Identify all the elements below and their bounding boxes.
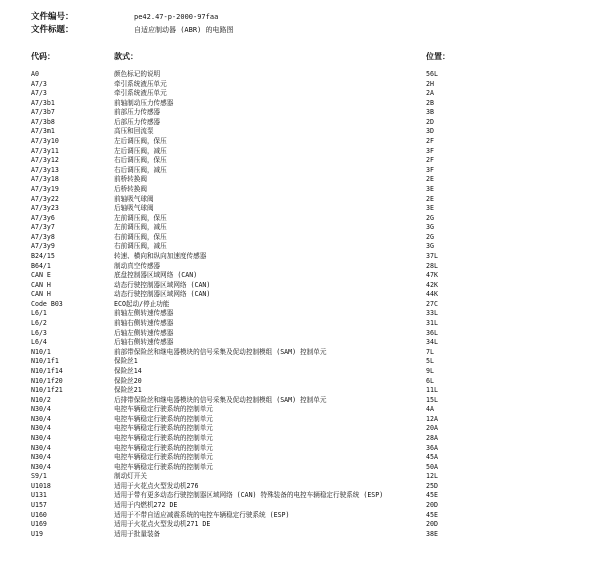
row-code: A7/3b1: [31, 98, 55, 107]
row-code: A7/3y10: [31, 137, 59, 146]
table-row: [31, 424, 591, 434]
table-row: [31, 415, 591, 425]
row-position: 33L: [426, 309, 438, 318]
table-row: [31, 214, 591, 224]
row-text: 电控车辆稳定行驶系统的控制单元: [114, 433, 213, 442]
row-text: 后轴吸气球阀: [114, 204, 154, 213]
row-text: 前轴制动压力传感器: [114, 98, 174, 107]
table-row: [31, 99, 591, 109]
table-row: [31, 290, 591, 300]
table-row: [31, 262, 591, 272]
row-code: A7/3y9: [31, 242, 55, 251]
row-code: N30/4: [31, 453, 51, 462]
row-code: A7/3b8: [31, 117, 55, 126]
row-text: 保险丝20: [114, 376, 142, 385]
row-position: 2E: [426, 194, 434, 203]
table-row: [31, 156, 591, 166]
table-row: [31, 80, 591, 90]
row-code: A7/3y8: [31, 232, 55, 241]
table-row: [31, 319, 591, 329]
row-text: 左前调压阀，保压: [114, 213, 167, 222]
row-code: A7/3y19: [31, 184, 59, 193]
row-position: 47K: [426, 271, 438, 280]
row-position: 2H: [426, 79, 434, 88]
row-code: N30/4: [31, 462, 51, 471]
doc-number-label: 文件编号：: [31, 12, 74, 22]
table-row: [31, 204, 591, 214]
row-text: 颜色标记的说明: [114, 70, 161, 78]
row-position: 2D: [426, 117, 434, 126]
row-position: 27C: [426, 299, 438, 308]
row-position: 7L: [426, 347, 434, 356]
row-text: 后部压力传感器: [114, 117, 161, 126]
row-code: A7/3y12: [31, 156, 59, 165]
row-code: A7/3: [31, 89, 47, 98]
row-code: L6/1: [31, 309, 47, 318]
row-position: 31L: [426, 319, 438, 328]
row-position: 11L: [426, 386, 438, 395]
row-text: 适用于内燃机272 DE: [114, 501, 178, 510]
row-code: N30/4: [31, 405, 51, 414]
doc-title-row: [31, 24, 591, 37]
row-code: L6/4: [31, 338, 47, 347]
row-position: 50A: [426, 462, 438, 471]
row-text: 后轴右侧转速传感器: [114, 338, 174, 347]
row-position: 20D: [426, 501, 438, 510]
row-code: A7/3m1: [31, 127, 55, 136]
row-text: 保险丝1: [114, 357, 138, 366]
table-row: [31, 453, 591, 463]
row-text: 左后调压阀，保压: [114, 137, 167, 146]
row-text: 制动灯开关: [114, 472, 147, 481]
row-code: L6/2: [31, 319, 47, 328]
row-text: 前部压力传感器: [114, 108, 161, 117]
component-table: [31, 50, 591, 539]
table-row: [31, 386, 591, 396]
row-position: 28L: [426, 261, 438, 270]
row-text: 制动真空传感器: [114, 261, 161, 270]
table-header: [31, 50, 591, 64]
table-row: [31, 70, 591, 80]
row-text: 适用于火花点火型发动机276: [114, 481, 199, 490]
table-row: [31, 252, 591, 262]
row-text: 电控车辆稳定行驶系统的控制单元: [114, 414, 213, 423]
row-position: 2G: [426, 232, 434, 241]
row-position: 15L: [426, 395, 438, 404]
row-code: B24/15: [31, 251, 55, 260]
row-position: 2G: [426, 213, 434, 222]
row-code: N10/1f21: [31, 386, 63, 395]
table-row: [31, 281, 591, 291]
row-code: L6/3: [31, 328, 47, 337]
row-text: 动态行驶控制器区域网络 (CAN): [114, 290, 211, 299]
row-position: 36A: [426, 443, 438, 452]
table-row: [31, 147, 591, 157]
row-code: N10/1f1: [31, 357, 59, 366]
row-code: CAN H: [31, 290, 51, 299]
table-row: [31, 444, 591, 454]
row-code: N10/1: [31, 347, 51, 356]
row-text: 电控车辆稳定行驶系统的控制单元: [114, 443, 213, 452]
row-text: 电控车辆稳定行驶系统的控制单元: [114, 405, 213, 414]
row-text: 保险丝14: [114, 366, 142, 375]
row-text: 电控车辆稳定行驶系统的控制单元: [114, 453, 213, 462]
row-code: N30/4: [31, 424, 51, 433]
table-row: [31, 367, 591, 377]
row-text: 前轴吸气球阀: [114, 194, 154, 203]
row-code: N30/4: [31, 443, 51, 452]
doc-title-value: 自适应制动器 (ABR) 的电路图: [134, 26, 234, 34]
row-code: A7/3y18: [31, 175, 59, 184]
row-position: 5L: [426, 357, 434, 366]
table-row: [31, 185, 591, 195]
doc-number-row: [31, 11, 591, 24]
table-row: [31, 127, 591, 137]
row-position: 3D: [426, 127, 434, 136]
row-position: 37L: [426, 251, 438, 260]
row-text: 电控车辆稳定行驶系统的控制单元: [114, 462, 213, 471]
row-text: 电控车辆稳定行驶系统的控制单元: [114, 424, 213, 433]
row-position: 9L: [426, 366, 434, 375]
row-code: U160: [31, 510, 47, 519]
row-text: 右前调压阀，减压: [114, 242, 167, 251]
row-code: N10/1f20: [31, 376, 63, 385]
table-row: [31, 309, 591, 319]
row-code: U169: [31, 520, 47, 529]
row-position: 56L: [426, 70, 438, 78]
row-text: 动态行驶控制器区域网络 (CAN): [114, 280, 211, 289]
table-row: [31, 357, 591, 367]
table-row: [31, 175, 591, 185]
row-text: 左前调压阀，减压: [114, 223, 167, 232]
row-position: 20D: [426, 520, 438, 529]
row-code: U1018: [31, 481, 51, 490]
row-position: 45E: [426, 491, 438, 500]
table-body: [31, 70, 591, 539]
table-row: [31, 223, 591, 233]
row-text: 前部带保险丝和继电器模块的信号采集及促动控制模组 (SAM) 控制单元: [114, 347, 327, 356]
table-row: [31, 396, 591, 406]
row-code: A7/3y13: [31, 165, 59, 174]
table-row: [31, 233, 591, 243]
row-position: 4A: [426, 405, 434, 414]
row-text: 右前调压阀，保压: [114, 232, 167, 241]
row-code: A7/3b7: [31, 108, 55, 117]
row-text: 转速、横向和纵向加速度传感器: [114, 251, 207, 260]
row-text: ECO起动/停止功能: [114, 299, 170, 308]
table-row: [31, 405, 591, 415]
table-row: [31, 166, 591, 176]
table-row: [31, 329, 591, 339]
row-text: 前轴右侧转速传感器: [114, 319, 174, 328]
row-position: 3G: [426, 223, 434, 232]
table-row: [31, 195, 591, 205]
row-text: 前桥转换阀: [114, 175, 147, 184]
row-position: 20A: [426, 424, 438, 433]
table-row: [31, 520, 591, 530]
row-position: 12L: [426, 472, 438, 481]
table-row: [31, 89, 591, 99]
row-code: S9/1: [31, 472, 47, 481]
row-position: 3E: [426, 204, 434, 213]
table-row: [31, 338, 591, 348]
row-text: 后桥转换阀: [114, 184, 147, 193]
row-code: N30/4: [31, 414, 51, 423]
row-position: 3G: [426, 242, 434, 251]
row-text: 前轴左侧转速传感器: [114, 309, 174, 318]
row-position: 3B: [426, 108, 434, 117]
row-text: 牵引系统液压单元: [114, 89, 167, 98]
table-row: [31, 530, 591, 540]
table-row: [31, 491, 591, 501]
row-position: 42K: [426, 280, 438, 289]
row-position: 3E: [426, 184, 434, 193]
table-row: [31, 511, 591, 521]
table-row: [31, 242, 591, 252]
row-position: 45A: [426, 453, 438, 462]
row-text: 牵引系统液压单元: [114, 79, 167, 88]
row-text: 适用于带有更多动态行驶控制器区域网络 (CAN) 特殊装备的电控车辆稳定行驶系统 (ESP): [114, 491, 384, 500]
row-position: 3F: [426, 165, 434, 174]
table-row: [31, 377, 591, 387]
table-row: [31, 137, 591, 147]
row-text: 右后调压阀，保压: [114, 156, 167, 165]
table-row: [31, 434, 591, 444]
row-code: CAN E: [31, 271, 51, 280]
row-code: CAN H: [31, 280, 51, 289]
row-text: 保险丝21: [114, 386, 142, 395]
row-position: 36L: [426, 328, 438, 337]
row-code: N10/1f14: [31, 366, 63, 375]
doc-number-value: pe42.47-p-2000-97faa: [134, 13, 219, 21]
table-row: [31, 482, 591, 492]
row-code: A7/3y6: [31, 213, 55, 222]
row-position: 44K: [426, 290, 438, 299]
row-position: 2F: [426, 156, 434, 165]
row-position: 2F: [426, 137, 434, 146]
row-code: N10/2: [31, 395, 51, 404]
row-code: U131: [31, 491, 47, 500]
row-position: 45E: [426, 510, 438, 519]
row-position: 2B: [426, 98, 434, 107]
row-code: B64/1: [31, 261, 51, 270]
row-code: U19: [31, 529, 43, 538]
row-position: 2A: [426, 89, 434, 98]
row-code: A7/3y7: [31, 223, 55, 232]
row-text: 适用于火花点火型发动机271 DE: [114, 520, 211, 529]
row-text: 右后调压阀，减压: [114, 165, 167, 174]
row-code: A7/3y23: [31, 204, 59, 213]
row-code: N30/4: [31, 433, 51, 442]
table-row: [31, 108, 591, 118]
row-position: 28A: [426, 433, 438, 442]
row-position: 25D: [426, 481, 438, 490]
row-position: 2E: [426, 175, 434, 184]
table-row: [31, 501, 591, 511]
row-text: 后排带保险丝和继电器模块的信号采集及促动控制模组 (SAM) 控制单元: [114, 395, 327, 404]
row-text: 适用于批量装备: [114, 529, 161, 538]
row-text: 左后调压阀，减压: [114, 146, 167, 155]
column-header-position: 位置：: [426, 52, 450, 61]
doc-title-label: 文件标题：: [31, 25, 74, 35]
row-code: A7/3y22: [31, 194, 59, 203]
row-code: A7/3: [31, 79, 47, 88]
row-code: Code B03: [31, 299, 63, 308]
row-text: 高压和回流泵: [114, 127, 154, 136]
table-row: [31, 472, 591, 482]
table-row: [31, 463, 591, 473]
column-header-code: 代码：: [31, 52, 55, 61]
row-text: 适用于不带自适应减震系统的电控车辆稳定行驶系统 (ESP): [114, 510, 290, 519]
row-text: 后轴左侧转速传感器: [114, 328, 174, 337]
column-header-text: 款式：: [114, 52, 138, 61]
document-header: [31, 11, 591, 37]
row-position: 6L: [426, 376, 434, 385]
row-text: 底盘控制器区域网络 (CAN): [114, 271, 198, 280]
row-code: A0: [31, 70, 39, 78]
row-position: 12A: [426, 414, 438, 423]
table-row: [31, 271, 591, 281]
row-position: 38E: [426, 529, 438, 538]
row-position: 3F: [426, 146, 434, 155]
row-code: A7/3y11: [31, 146, 59, 155]
row-code: U157: [31, 501, 47, 510]
row-position: 34L: [426, 338, 438, 347]
table-row: [31, 348, 591, 358]
